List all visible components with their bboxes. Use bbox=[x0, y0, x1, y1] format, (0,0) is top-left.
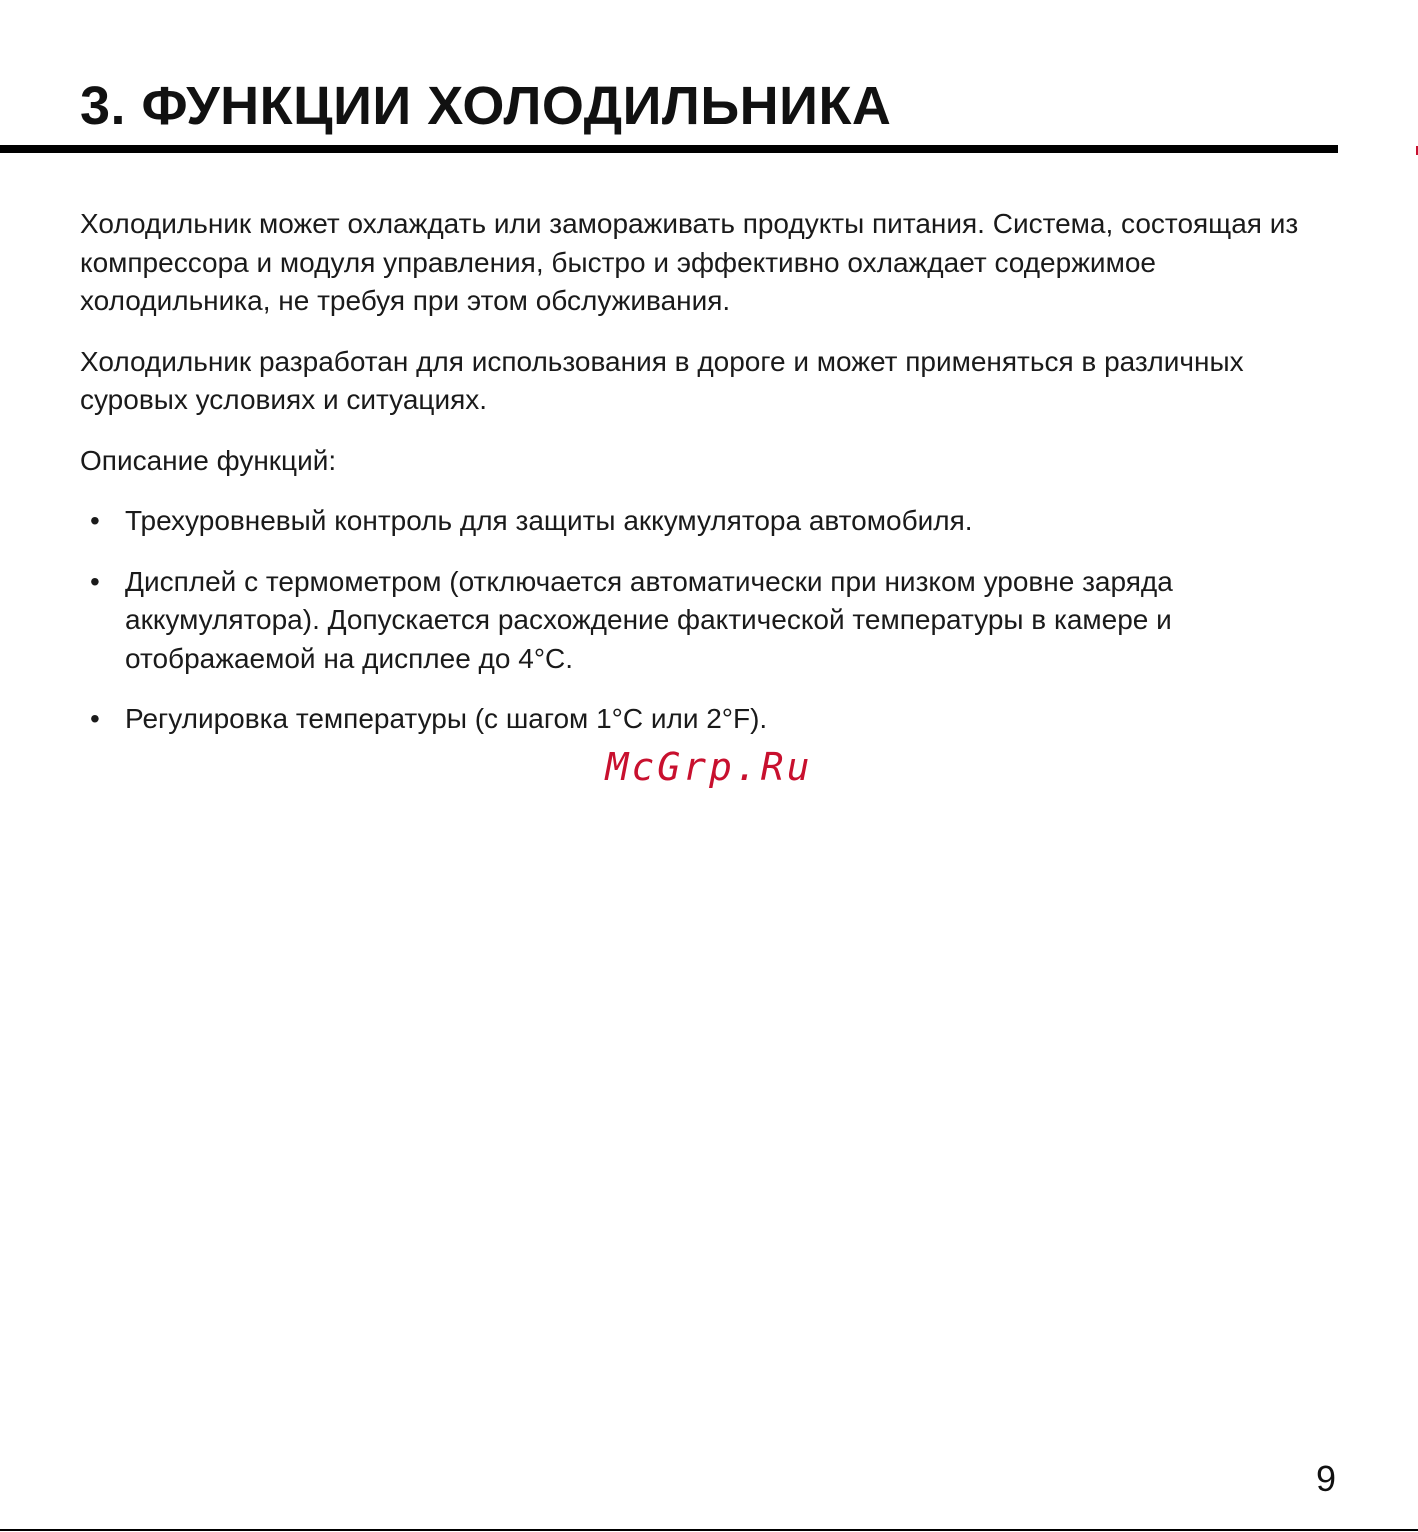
title-divider bbox=[0, 145, 1338, 153]
feature-temperature-control: Регулировка температуры (с шагом 1°C или 2°F). bbox=[125, 703, 768, 734]
body-text bbox=[80, 205, 1336, 761]
list-item bbox=[80, 563, 1336, 679]
bullet-icon: • bbox=[90, 565, 100, 597]
page-number: 9 bbox=[1315, 1458, 1336, 1499]
bottom-divider bbox=[0, 1529, 1418, 1531]
features-heading: Описание функций: bbox=[80, 444, 337, 476]
bullet-icon: • bbox=[90, 703, 100, 734]
list-item bbox=[80, 502, 1336, 541]
feature-display-thermometer: Дисплей с термометром (отключается автоматически при низком уровне заряда аккумулятора). Допускается расхождение фактической температуры в камере и отображаемой на дисплее до 4°C. bbox=[125, 565, 1173, 674]
feature-battery-protection: Трехуровневый контроль для защиты аккумулятора автомобиля. bbox=[125, 505, 973, 536]
watermark: McGrp.Ru bbox=[605, 745, 813, 789]
page-title: 3. ФУНКЦИИ ХОЛОДИЛЬНИКА bbox=[80, 76, 892, 136]
intro-paragraph: Холодильник может охлаждать или замораживать продукты питания. Система, состоящая из компрессора и модуля управления, быстро и эффективно охлаждает содержимое холодильника, не требуя при этом обслуживания. bbox=[80, 208, 1299, 316]
bullet-icon: • bbox=[90, 505, 100, 536]
usage-paragraph: Холодильник разработан для использования в дороге и может применяться в различных суровых условиях и ситуациях. bbox=[80, 345, 1244, 415]
list-item bbox=[80, 700, 1336, 739]
feature-list bbox=[80, 502, 1336, 739]
